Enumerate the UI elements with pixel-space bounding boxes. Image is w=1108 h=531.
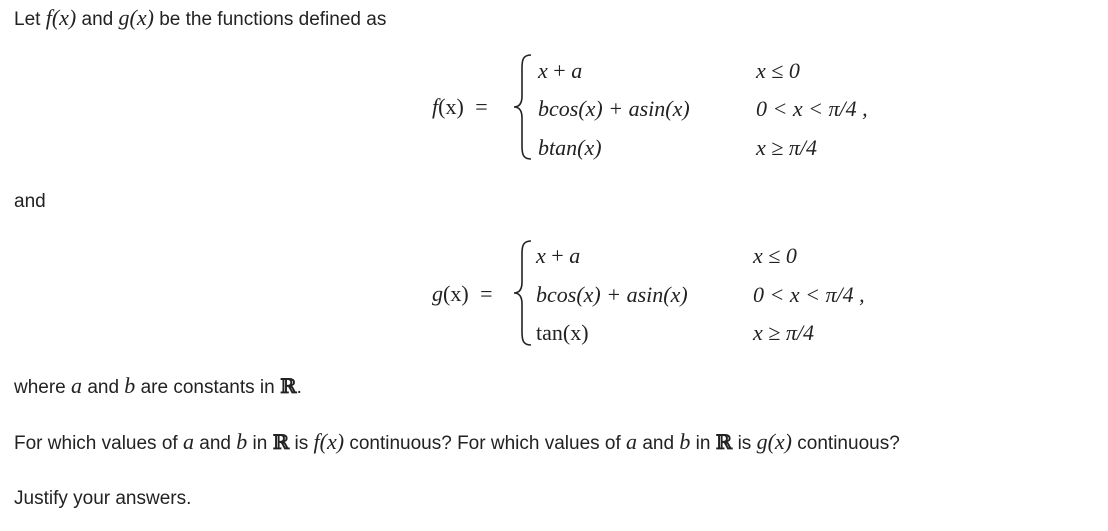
f-case-2-expr: bcos(x) + asin(x): [538, 96, 690, 121]
question-part-1: For which values of: [14, 433, 178, 454]
g-case-2-expr: bcos(x) + asin(x): [536, 282, 688, 307]
where-tail: are constants in: [140, 377, 275, 398]
question-and-1: and: [199, 433, 231, 454]
f-lhs-name: f: [432, 94, 439, 119]
question-a-2: a: [626, 429, 638, 454]
g-case-1-a: a: [569, 243, 581, 268]
g-equals: =: [480, 281, 493, 306]
where-period: .: [296, 377, 302, 398]
g-case-1-x: x: [536, 243, 546, 268]
question-is-2: is: [737, 433, 752, 454]
question-in-2: in: [695, 433, 711, 454]
question-line: [14, 430, 900, 456]
g-lhs: [432, 281, 493, 307]
g-lhs-name: g: [432, 281, 443, 306]
and-word: and: [14, 191, 46, 212]
question-is-1: is: [294, 433, 309, 454]
g-lhs-arg: (x): [443, 281, 469, 306]
question-in-1: in: [252, 433, 268, 454]
f-case-2-cond: 0 < x < π/4 ,: [756, 96, 868, 121]
reals-symbol-2: ℝ: [715, 430, 733, 454]
f-of-x: f(x): [45, 5, 77, 30]
question-b-2: b: [679, 429, 691, 454]
g-case-3-cond: x ≥ π/4: [753, 320, 814, 345]
f-lhs-arg: (x): [438, 94, 464, 119]
intro-and: and: [81, 9, 114, 30]
reals-symbol: ℝ: [280, 374, 297, 398]
question-g-of-x: g(x): [756, 429, 793, 454]
f-case-1-a: a: [571, 58, 583, 83]
where-line: [14, 374, 302, 400]
intro-lead: Let: [14, 9, 41, 30]
g-case-2-cond: 0 < x < π/4 ,: [753, 282, 865, 307]
g-case-3-expr: tan(x): [536, 320, 589, 345]
g-of-x: g(x): [118, 5, 154, 30]
g-left-brace: [512, 238, 534, 348]
g-case-1-cond: x ≤ 0: [753, 243, 797, 268]
question-f-of-x: f(x): [313, 429, 345, 454]
question-a-1: a: [182, 429, 194, 454]
where-b: b: [124, 373, 136, 398]
where-and: and: [87, 377, 120, 398]
g-case-1-plus: +: [551, 243, 564, 268]
question-part-2: continuous? For which values of: [349, 433, 621, 454]
f-case-3-expr: btan(x): [538, 135, 602, 160]
f-case-1-x: x: [538, 58, 548, 83]
question-and-2: and: [642, 433, 675, 454]
justify-line: Justify your answers.: [14, 488, 192, 509]
f-equals: =: [475, 94, 488, 119]
where-a: a: [71, 373, 83, 398]
f-case-1-plus: +: [553, 58, 566, 83]
reals-symbol-1: ℝ: [272, 430, 290, 454]
where-lead: where: [14, 377, 66, 398]
f-case-1-cond: x ≤ 0: [756, 58, 800, 83]
intro-tail: be the functions defined as: [159, 9, 387, 30]
question-part-3: continuous?: [797, 433, 900, 454]
question-b-1: b: [236, 429, 248, 454]
f-case-3-cond: x ≥ π/4: [756, 135, 817, 160]
g-case-1-expr: [536, 243, 580, 269]
